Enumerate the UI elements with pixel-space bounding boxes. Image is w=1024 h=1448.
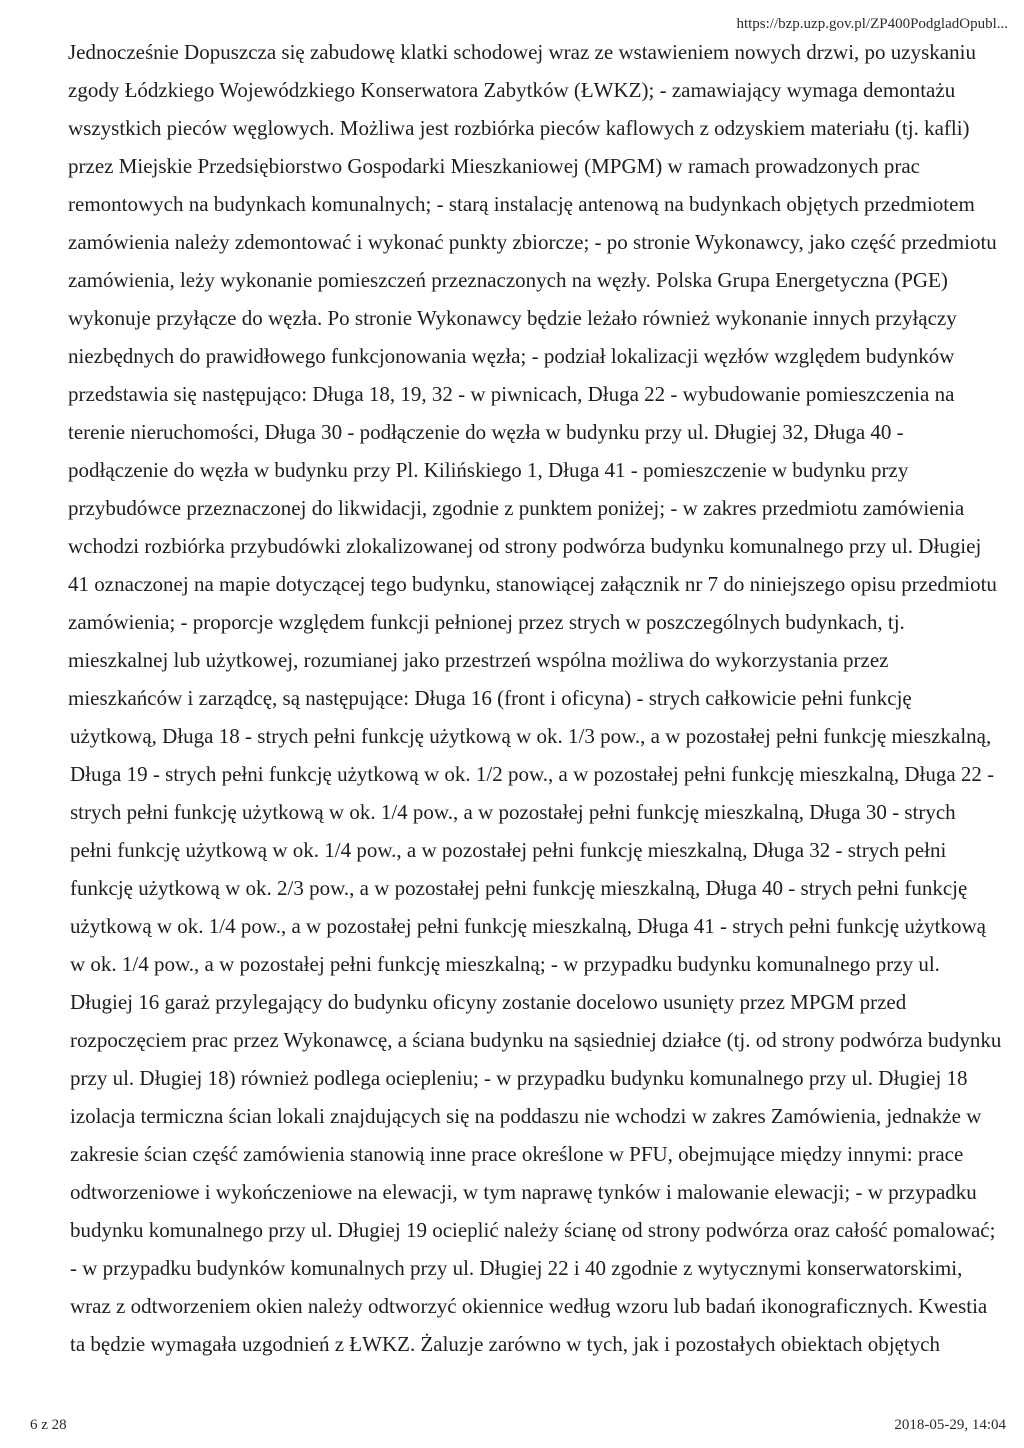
text-line: niezbędnych do prawidłowego funkcjonowania węzła; - podział lokalizacji węzłów względem budynków [68, 344, 955, 368]
text-line: Długa 19 - strych pełni funkcję użytkową w ok. 1/2 pow., a w pozostałej pełni funkcję mieszkalną, Długa 22 - [70, 762, 995, 786]
text-line: mieszkalnej lub użytkowej, rozumianej jako przestrzeń wspólna możliwa do wykorzystania przez [68, 648, 889, 672]
text-line: zgody Łódzkiego Wojewódzkiego Konserwatora Zabytków (ŁWKZ); - zamawiający wymaga demontażu [68, 78, 956, 102]
text-line: ta będzie wymagała uzgodnień z ŁWKZ. Żaluzje zarówno w tych, jak i pozostałych obiektach objętych [70, 1332, 941, 1356]
text-line: wchodzi rozbiórka przybudówki zlokalizowanej od strony podwórza budynku komunalnego przy ul. Długiej [68, 534, 982, 558]
text-line: izolacja termiczna ścian lokali znajdujących się na poddaszu nie wchodzi w zakres Zamówienia, jednakże w [70, 1104, 982, 1128]
text-line: 41 oznaczonej na mapie dotyczącej tego budynku, stanowiącej załącznik nr 7 do niniejszego opisu przedmiotu [68, 572, 997, 596]
text-line: zamówienia, leży wykonanie pomieszczeń przeznaczonych na węzły. Polska Grupa Energetyczna (PGE) [68, 268, 948, 292]
text-line: wraz z odtworzeniem okien należy odtworzyć okiennice według wzoru lub badań ikonograficznych. Kwestia [70, 1294, 988, 1318]
text-line: pełni funkcję użytkową w ok. 1/4 pow., a w pozostałej pełni funkcję mieszkalną, Długa 32 - strych pełni [70, 838, 947, 862]
text-line: rozpoczęciem prac przez Wykonawcę, a ściana budynku na sąsiedniej działce (tj. od strony podwórza budynku [70, 1028, 1002, 1052]
source-url: https://bzp.uzp.gov.pl/ZP400PodgladOpubl... [736, 16, 1008, 32]
text-line: budynku komunalnego przy ul. Długiej 19 ocieplić należy ścianę od strony podwórza oraz całość pomalować; [70, 1218, 996, 1242]
text-line: zakresie ścian część zamówienia stanowią inne prace określone w PFU, obejmujące między innymi: prace [70, 1142, 964, 1166]
text-line: Długiej 16 garaż przylegający do budynku oficyny zostanie docelowo usunięty przez MPGM przed [70, 990, 907, 1014]
text-line: wszystkich pieców węglowych. Możliwa jest rozbiórka pieców kaflowych z odzyskiem materiału (tj. kafli) [68, 116, 970, 140]
text-line: terenie nieruchomości, Długa 30 - podłączenie do węzła w budynku przy ul. Długiej 32, Długa 40 - [68, 420, 904, 444]
text-line: użytkową, Długa 18 - strych pełni funkcję użytkową w ok. 1/3 pow., a w pozostałej pełni funkcję mieszkalną, [70, 724, 992, 748]
text-line: zamówienia należy zdemontować i wykonać punkty zbiorcze; - po stronie Wykonawcy, jako część przedmiotu [68, 230, 997, 254]
text-line: zamówienia; - proporcje względem funkcji pełnionej przez strych w poszczególnych budynkach, tj. [68, 610, 905, 634]
text-line: wykonuje przyłącze do węzła. Po stronie Wykonawcy będzie leżało również wykonanie innych przyłączy [68, 306, 957, 330]
text-line: Jednocześnie Dopuszcza się zabudowę klatki schodowej wraz ze wstawieniem nowych drzwi, po uzyskaniu [68, 40, 976, 64]
text-line: przedstawia się następująco: Długa 18, 19, 32 - w piwnicach, Długa 22 - wybudowanie pomieszczenia na [68, 382, 955, 406]
text-line: strych pełni funkcję użytkową w ok. 1/4 pow., a w pozostałej pełni funkcję mieszkalną, Długa 30 - strych [70, 800, 956, 824]
text-line: przybudówce przeznaczonej do likwidacji, zgodnie z punktem poniżej; - w zakres przedmiotu zamówienia [68, 496, 965, 520]
page-number: 6 z 28 [30, 1417, 67, 1433]
text-line: podłączenie do węzła w budynku przy Pl. Kilińskiego 1, Długa 41 - pomieszczenie w budynku przy [68, 458, 909, 482]
text-line: odtworzeniowe i wykończeniowe na elewacji, w tym naprawę tynków i malowanie elewacji; - w przypadku [70, 1180, 977, 1204]
text-line: - w przypadku budynków komunalnych przy ul. Długiej 22 i 40 zgodnie z wytycznymi konserwatorskimi, [70, 1256, 963, 1280]
text-line: przy ul. Długiej 18) również podlega ociepleniu; - w przypadku budynku komunalnego przy ul. Długiej 18 [70, 1066, 968, 1090]
text-line: przez Miejskie Przedsiębiorstwo Gospodarki Mieszkaniowej (MPGM) w ramach prowadzonych prac [68, 154, 921, 178]
text-line: remontowych na budynkach komunalnych; - starą instalację antenową na budynkach objętych przedmiotem [68, 192, 975, 216]
text-line: użytkową w ok. 1/4 pow., a w pozostałej pełni funkcję mieszkalną, Długa 41 - strych pełni funkcję użytkową [70, 914, 986, 938]
text-line: mieszkańców i zarządcę, są następujące: Długa 16 (front i oficyna) - strych całkowicie pełni funkcję [68, 686, 912, 710]
text-line: funkcję użytkową w ok. 2/3 pow., a w pozostałej pełni funkcję mieszkalną, Długa 40 - strych pełni funkcję [70, 876, 968, 900]
print-timestamp: 2018-05-29, 14:04 [894, 1417, 1006, 1433]
text-line: w ok. 1/4 pow., a w pozostałej pełni funkcję mieszkalną; - w przypadku budynku komunalnego przy ul. [70, 952, 940, 976]
